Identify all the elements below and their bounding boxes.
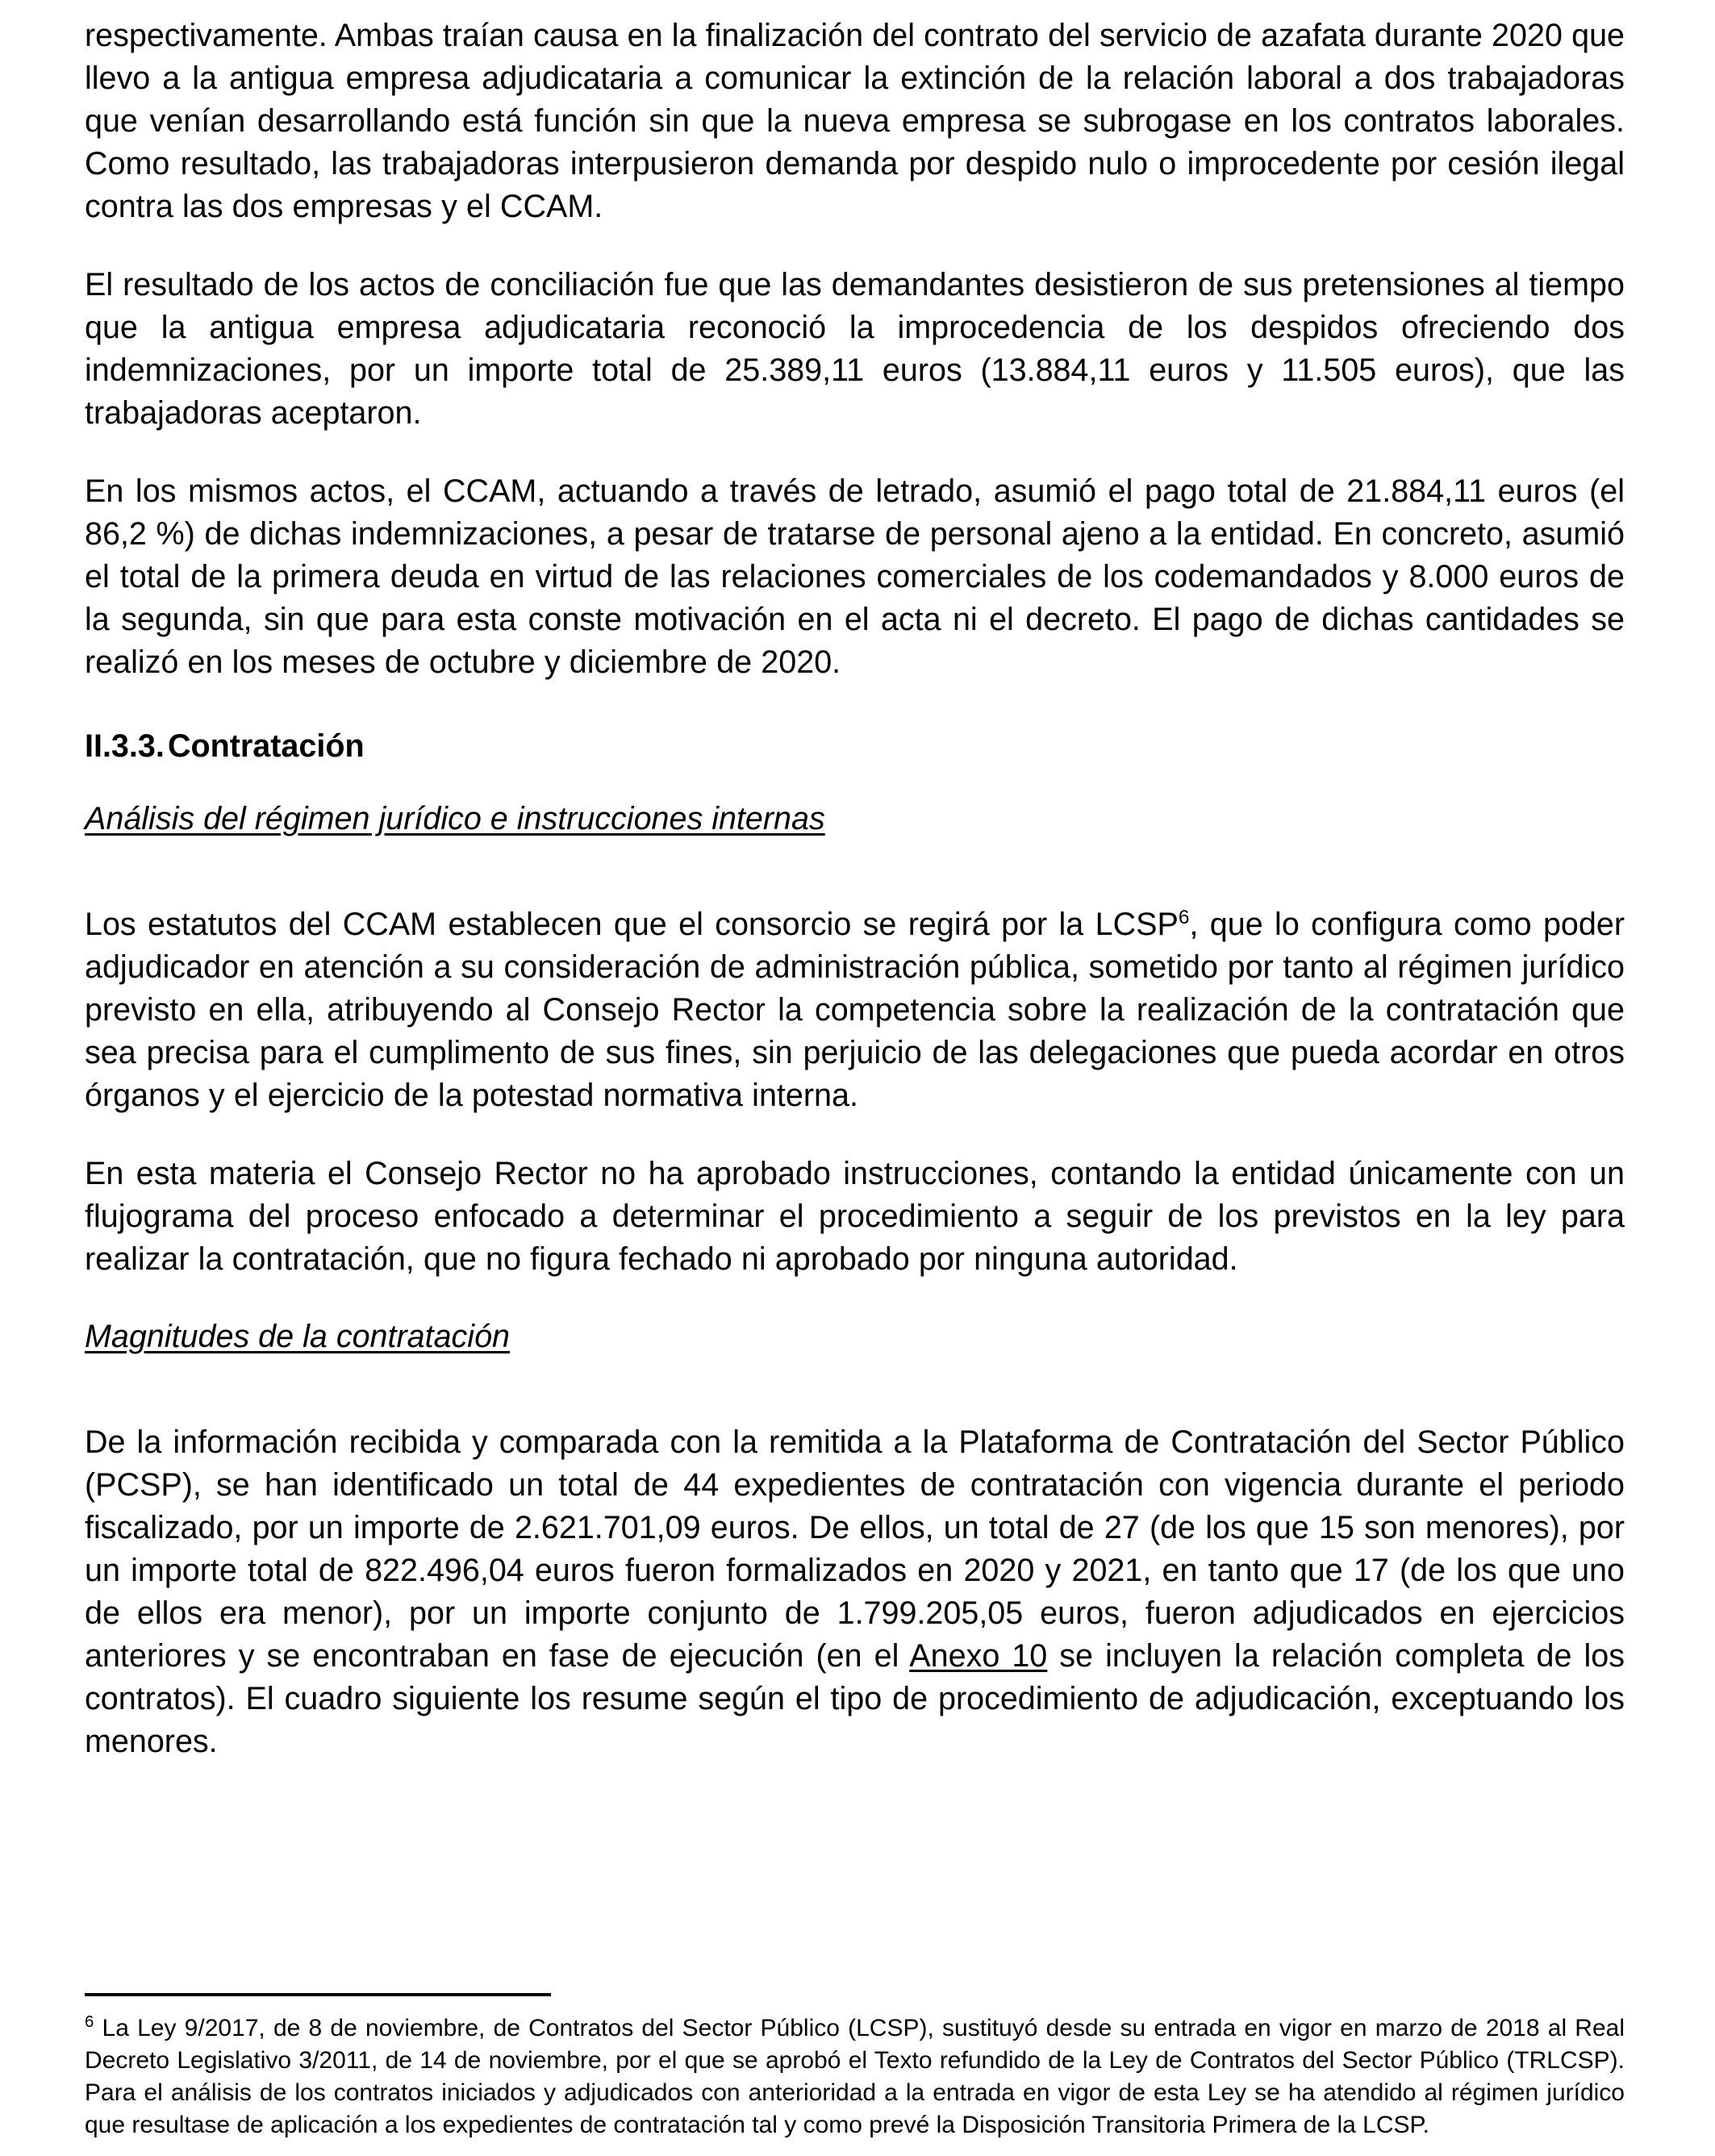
section-heading [85, 726, 1625, 766]
paragraph-magnitudes-part2: se incluyen la relación completa de los contratos). El cuadro siguiente los resume según el tipo de procedimiento de adjudicación, exceptuando los menores. [85, 1638, 1625, 1759]
paragraph-respectivamente: respectivamente. Ambas traían causa en la finalización del contrato del servicio de azafata durante 2020 que llevo a la antigua empresa adjudicataria a comunicar la extinción de la relación laboral a dos trabajadoras que venían desarrollando está función sin que la nueva empresa se subrogase en los contratos laborales. Como resultado, las trabajadoras interpusieron demanda por despido nulo o improcedente por cesión ilegal contra las dos empresas y el CCAM. [85, 18, 1625, 224]
footnote-area [85, 1993, 1625, 2141]
footnote-number: 6 [85, 2013, 94, 2031]
subheading-magnitudes-wrapper [85, 1316, 1625, 1389]
paragraph-consejo-rector-instrucciones: En esta materia el Consejo Rector no ha aprobado instrucciones, contando la entidad únicamente con un flujograma del proceso enfocado a determinar el procedimiento a seguir de los previstos en la ley para realizar la contratación, que no figura fechado ni aprobado por ninguna autoridad. [85, 1156, 1625, 1277]
section-heading-number: II.3.3. [85, 728, 165, 764]
footnote-separator-rule [85, 1993, 551, 1996]
document-body [85, 15, 1625, 1763]
paragraph-magnitudes-part1: De la información recibida y comparada con la remitida a la Plataforma de Contratación del Sector Público (PCSP), se han identificado un total de 44 expedientes de contratación con vigencia durante el periodo fiscalizado, por un importe de 2.621.701,09 euros. De ellos, un total de 27 (de los que 15 son menores), por un importe total de 822.496,04 euros fueron formalizados en 2020 y 2021, en tanto que 17 (de los que uno de ellos era menor), por un importe conjunto de 1.799.205,05 euros, fueron adjudicados en ejercicios anteriores y se encontraban en fase de ejecución (en el [85, 1424, 1625, 1674]
paragraph-magnitudes-detalle [85, 1421, 1625, 1763]
footnote-6 [85, 2012, 1625, 2141]
subheading-analisis-regimen: Análisis del régimen jurídico e instrucciones internas [85, 801, 825, 836]
section-heading-title: Contratación [168, 728, 365, 764]
paragraph-estatutos-text-after: , que lo configura como poder adjudicador en atención a su consideración de administración pública, sometido por tanto al régimen jurídico previsto en ella, atribuyendo al Consejo Rector la competencia sobre la realización de la contratación que sea precisa para el cumplimento de sus fines, sin perjuicio de las delegaciones que pueda acordar en otros órganos y el ejercicio de la potestad normativa interna. [85, 907, 1625, 1113]
footnote-body: La Ley 9/2017, de 8 de noviembre, de Contratos del Sector Público (LCSP), sustituyó desde su entrada en vigor en marzo de 2018 al Real Decreto Legislativo 3/2011, de 14 de noviembre, por el que se aprobó el Texto refundido de la Ley de Contratos del Sector Público (TRLCSP). Para el análisis de los contratos iniciados y adjudicados con anterioridad a la entrada en vigor de esta Ley se ha atendido al régimen jurídico que resultase de aplicación a los expedientes de contratación tal y como prevé la Disposición Transitoria Primera de la LCSP. [85, 2015, 1625, 2138]
paragraph-estatutos-text-before: Los estatutos del CCAM establecen que el consorcio se regirá por la LCSP [85, 907, 1179, 942]
subheading-magnitudes-contratacion: Magnitudes de la contratación [85, 1319, 511, 1354]
anexo-10-reference[interactable]: Anexo 10 [909, 1638, 1048, 1674]
paragraph-resultado-conciliacion: El resultado de los actos de conciliación fue que las demandantes desistieron de sus pretensiones al tiempo que la antigua empresa adjudicataria reconoció la improcedencia de los despidos ofreciendo dos indemnizaciones, por un importe total de 25.389,11 euros (13.884,11 euros y 11.505 euros), que las trabajadoras aceptaron. [85, 267, 1625, 431]
paragraph-estatutos-ccam [85, 903, 1625, 1117]
subheading-analisis-wrapper [85, 799, 1625, 871]
footnote-marker-inline[interactable]: 6 [1178, 906, 1190, 928]
paragraph-mismos-actos: En los mismos actos, el CCAM, actuando a través de letrado, asumió el pago total de 21.884,11 euros (el 86,2 %) de dichas indemnizaciones, a pesar de tratarse de personal ajeno a la entidad. En concreto, asumió el total de la primera deuda en virtud de las relaciones comerciales de los codemandados y 8.000 euros de la segunda, sin que para esta conste motivación en el acta ni el decreto. El pago de dichas cantidades se realizó en los meses de octubre y diciembre de 2020. [85, 473, 1625, 680]
